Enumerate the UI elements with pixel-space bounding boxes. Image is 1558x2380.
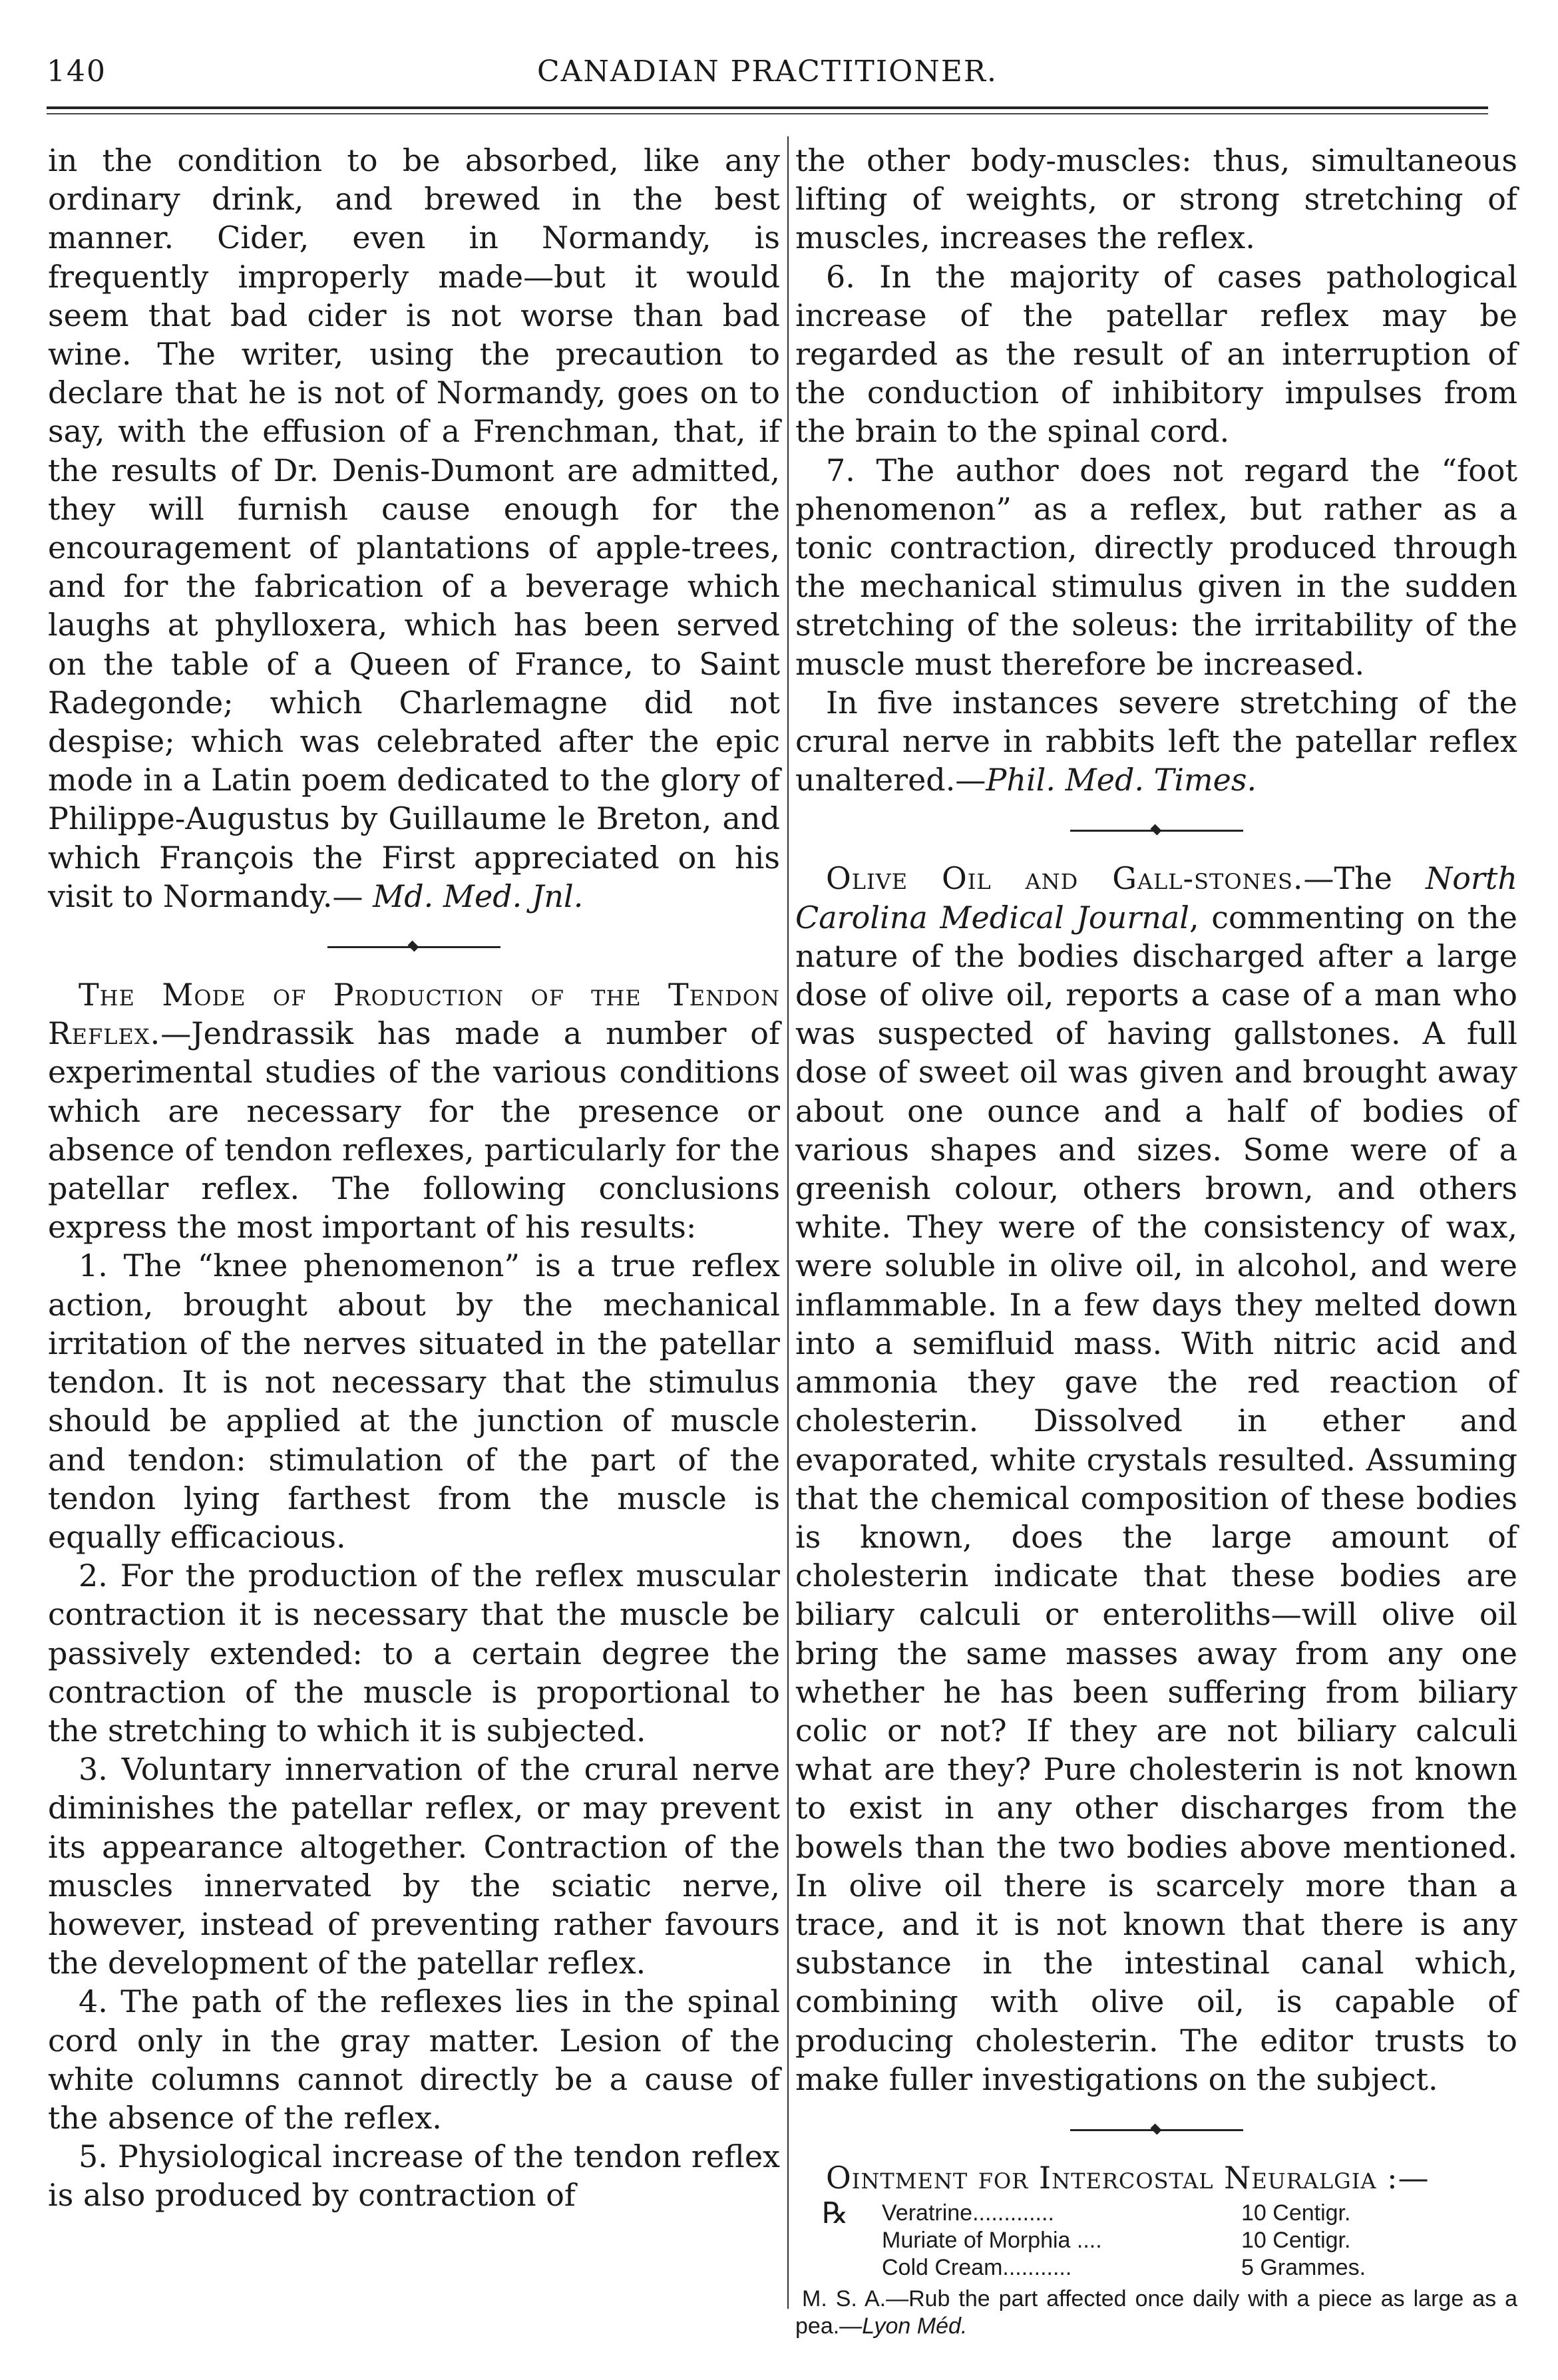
tendon-reflex-lead: —Jendrassik has made a number of experimental studies of the various conditions which are necessary for the presence or absence of tendon reflexes, particularly for the patellar reflex. The following conclusions express the most important of his results: bbox=[48, 1015, 780, 1246]
cider-source: Md. Med. Jnl. bbox=[373, 878, 584, 914]
conclusion-7: 7. The author does not regard the “foot phenomenon” as a reflex, but rather as a tonic contraction, directly produced through the mechanical stimulus given in the sudden stretching of the soleus: the irritability of the muscle must therefore be increased. bbox=[795, 452, 1517, 682]
tendon-reflex-title: The Mode of Production of the Tendon Reflex. bbox=[48, 977, 780, 1052]
running-title: CANADIAN PRACTITIONER. bbox=[536, 55, 998, 88]
tendon-reflex-intro bbox=[48, 975, 780, 1246]
header-rule-thin bbox=[47, 113, 1488, 114]
prescription-dose: 5 Grammes. bbox=[1241, 2255, 1366, 2281]
prescription-ingredient: Cold Cream........... bbox=[882, 2255, 1072, 2281]
cider-text: in the condition to be absorbed, like any ordinary drink, and brewed in the best manner. Cider, even in Normandy, is frequently improperly made—but it would seem that bad cider is not worse than bad wine. The writer, using the precaution to declare that he is not of Normandy, goes on to say, with the effusion of a Frenchman, that, if the results of Dr. Denis-Dumont are admitted, they will furnish cause enough for the encouragement of plantations of apple-trees, and for the fabrication of a beverage which laughs at phylloxera, which has been served on the table of a Queen of France, to Saint Radegonde; which Charlemagne did not despise; which was celebrated after the epic mode in a Latin poem dedicated to the glory of Philippe-Augustus by Guillaume le Breton, and which François the First appreciated on his visit to Normandy.— bbox=[48, 142, 780, 914]
prescription-ingredient: Veratrine............. bbox=[882, 2200, 1054, 2226]
column-divider bbox=[787, 136, 789, 2309]
prescription-row bbox=[795, 2196, 1517, 2231]
cider-paragraph bbox=[48, 141, 780, 916]
rabbits-source: Phil. Med. Times. bbox=[986, 762, 1257, 798]
olive-oil-journal: North Carolina Medical Journal bbox=[795, 860, 1517, 935]
right-column bbox=[795, 141, 1517, 2340]
page-header bbox=[47, 55, 1488, 108]
directions-text: M. S. A.—Rub the part affected once daily with a piece as large as a pea.— bbox=[795, 2286, 1517, 2339]
recipe-symbol: ℞ bbox=[822, 2196, 849, 2231]
page-number: 140 bbox=[47, 55, 106, 88]
conclusion-1: 1. The “knee phenomenon” is a true reflex action, brought about by the mechanical irritation of the nerves situated in the patellar tendon. It is not necessary that the stimulus should be applied at the junction of muscle and tendon: stimulation of the part of the tendon lying farthest from the muscle is equally efficacious. bbox=[48, 1248, 780, 1555]
header-rule bbox=[47, 106, 1488, 109]
prescription-dose: 10 Centigr. bbox=[1241, 2228, 1351, 2254]
olive-oil-article bbox=[795, 859, 1517, 2099]
ointment-title: Ointment for Intercostal Neuralgia :— bbox=[826, 2159, 1430, 2196]
rabbits-text: In five instances severe stretching of the crural nerve in rabbits left the patellar reflex unaltered.— bbox=[795, 684, 1517, 798]
conclusion-4: 4. The path of the reflexes lies in the spinal cord only in the gray matter. Lesion of the white columns cannot directly be a cause of the absence of the reflex. bbox=[48, 1983, 780, 2136]
prescription-dose: 10 Centigr. bbox=[1241, 2200, 1351, 2226]
olive-oil-title: Olive Oil and Gall-stones. bbox=[826, 860, 1304, 897]
prescription-row bbox=[795, 2254, 1517, 2282]
conclusion-2: 2. For the production of the reflex muscular contraction it is necessary that the muscle be passively extended: to a certain degree the contraction of the muscle is proportional to the stretching to which it is subjected. bbox=[48, 1558, 780, 1749]
prescription-ingredient: Muriate of Morphia .... bbox=[882, 2228, 1102, 2254]
ointment-heading bbox=[795, 2158, 1517, 2197]
prescription bbox=[795, 2196, 1517, 2282]
olive-oil-lead: —The bbox=[1303, 860, 1426, 897]
section-separator bbox=[1070, 2117, 1243, 2144]
rabbits-paragraph bbox=[795, 683, 1517, 800]
conclusion-5-continued: the other body-muscles: thus, simultaneous lifting of weights, or strong stretching of muscles, increases the reflex. bbox=[795, 142, 1517, 256]
prescription-directions bbox=[795, 2286, 1517, 2340]
conclusion-6: 6. In the majority of cases pathological increase of the patellar reflex may be regarded as the result of an interruption of the conduction of inhibitory impulses from the brain to the spinal cord. bbox=[795, 258, 1517, 450]
left-column bbox=[48, 141, 780, 2215]
directions-source: Lyon Méd. bbox=[862, 2313, 968, 2339]
olive-oil-body: , commenting on the nature of the bodies discharged after a large dose of olive oil, reports a case of a man who was suspected of having gallstones. A full dose of sweet oil was given and brought away about one ounce and a half of bodies of various shapes and sizes. Some were of a greenish colour, others brown, and others white. They were of the consistency of wax, were soluble in olive oil, in alcohol, and were inflammable. In a few days they melted down into a semifluid mass. With nitric acid and ammonia they gave the red reaction of cholesterin. Dissolved in ether and evaporated, white crystals resulted. Assuming that the chemical composition of these bodies is known, does the large amount of cholesterin indicate that these bodies are biliary calculi or enteroliths—will olive oil bring the same masses away from any one whether he has been suffering from biliary colic or not? If they are not biliary calculi what are they? Pure cholesterin is not known to exist in any other discharges from the bowels than the two bodies above mentioned. In olive oil there is scarcely more than a trace, and it is not known that there is any substance in the intestinal canal which, combining with olive oil, is capable of producing cholesterin. The editor trusts to make fuller investigations on the subject. bbox=[795, 899, 1517, 2097]
conclusion-5: 5. Physiological increase of the tendon reflex is also produced by contraction of bbox=[48, 2138, 780, 2214]
prescription-row bbox=[795, 2227, 1517, 2254]
section-separator bbox=[327, 934, 500, 961]
section-separator bbox=[1070, 818, 1243, 844]
conclusion-3: 3. Voluntary innervation of the crural nerve diminishes the patellar reflex, or may prevent its appearance altogether. Contraction of the muscles innervated by the sciatic nerve, however, instead of preventing rather favours the development of the patellar reflex. bbox=[48, 1751, 780, 1981]
